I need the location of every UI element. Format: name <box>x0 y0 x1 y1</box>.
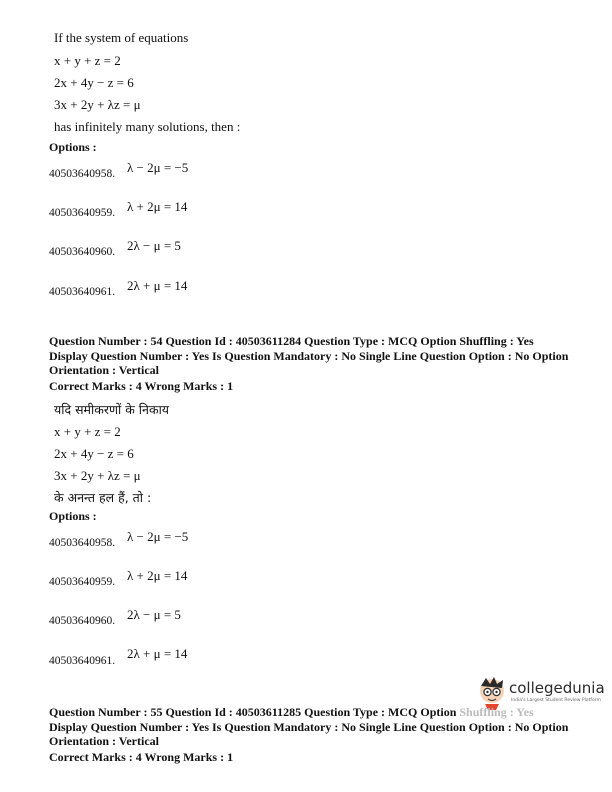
equation-2: 2x + 4y − z = 6 <box>54 446 134 461</box>
meta-line-2: Display Question Number : Yes Is Question Mandatory : No Single Line Question Option : No Option <box>49 719 569 734</box>
brand-tagline: India's Largest Student Review Platform <box>511 698 601 703</box>
question-intro: If the system of equations <box>54 30 189 45</box>
option-text: λ − 2μ = −5 <box>127 160 189 175</box>
question-meta <box>49 334 568 393</box>
marks-line: Correct Marks : 4 Wrong Marks : 1 <box>49 749 234 764</box>
equation-3: 3x + 2y + λz = μ <box>54 468 141 483</box>
option-text: 2λ + μ = 14 <box>127 646 188 661</box>
option-text: λ + 2μ = 14 <box>127 199 188 214</box>
option-id: 40503640961. <box>49 655 116 667</box>
question-outro: के अनन्त हल हैं, तो : <box>54 490 152 505</box>
meta-line-2: Display Question Number : Yes Is Question Mandatory : No Single Line Question Option : No Option <box>49 348 569 363</box>
meta-line-3: Orientation : Vertical <box>49 363 159 377</box>
option-text: λ + 2μ = 14 <box>127 568 188 583</box>
option-id: 40503640958. <box>49 537 116 549</box>
meta-line-1 <box>49 705 568 720</box>
equation-1: x + y + z = 2 <box>54 53 121 68</box>
option-text: 2λ − μ = 5 <box>127 238 181 253</box>
meta-line-1-faded: Shuffling : Yes <box>459 705 534 719</box>
options-label: Options : <box>49 140 97 154</box>
option-text: 2λ − μ = 5 <box>127 607 181 622</box>
meta-line-1-main: Question Number : 55 Question Id : 40503611285 Question Type : MCQ Option <box>49 705 457 719</box>
brand-name: collegedunia <box>509 679 605 697</box>
question-intro: यदि समीकरणों के निकाय <box>54 402 170 417</box>
marks-line: Correct Marks : 4 Wrong Marks : 1 <box>49 378 234 393</box>
option-id: 40503640960. <box>49 246 116 258</box>
question-meta <box>49 705 568 764</box>
option-id: 40503640959. <box>49 207 116 219</box>
equation-3: 3x + 2y + λz = μ <box>54 97 141 112</box>
question-outro: has infinitely many solutions, then : <box>54 119 241 134</box>
option-id: 40503640958. <box>49 168 116 180</box>
option-id: 40503640961. <box>49 286 116 298</box>
equation-2: 2x + 4y − z = 6 <box>54 75 134 90</box>
meta-line-1: Question Number : 54 Question Id : 40503611284 Question Type : MCQ Option Shuffling : Yes <box>49 334 534 348</box>
options-label: Options : <box>49 509 97 523</box>
option-text: λ − 2μ = −5 <box>127 529 189 544</box>
option-id: 40503640959. <box>49 576 116 588</box>
option-id: 40503640960. <box>49 615 116 627</box>
equation-1: x + y + z = 2 <box>54 424 121 439</box>
option-text: 2λ + μ = 14 <box>127 278 188 293</box>
meta-line-3: Orientation : Vertical <box>49 734 159 748</box>
